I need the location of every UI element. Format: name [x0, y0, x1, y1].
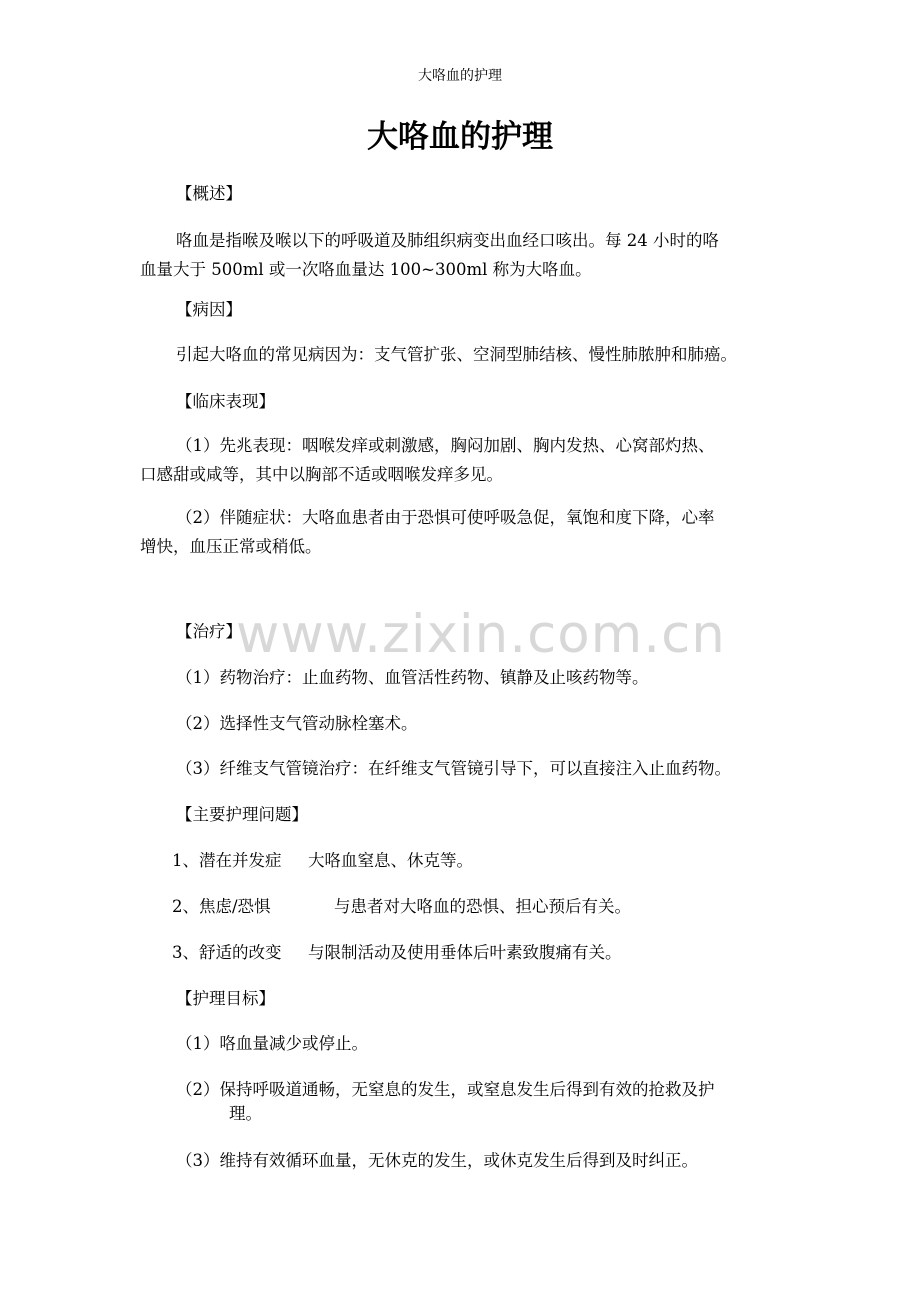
page-title: 大咯血的护理 [367, 119, 553, 155]
section-heading-goals: 【护理目标】 [176, 989, 275, 1008]
clinical-item-1-line-2: 口感甜或咸等，其中以胸部不适或咽喉发痒多见。 [140, 464, 503, 484]
section-heading-clinical: 【临床表现】 [176, 392, 275, 411]
overview-line-2: 血量大于 500ml 或一次咯血量达 100~300ml 称为大咯血。 [140, 259, 592, 279]
problem-item-3-label: 3、舒适的改变 [172, 943, 282, 962]
running-header: 大咯血的护理 [418, 68, 502, 84]
section-heading-problems: 【主要护理问题】 [176, 805, 308, 824]
clinical-item-1 [140, 432, 782, 489]
treatment-item-3: （3）纤维支气管镜治疗：在纤维支气管镜引导下，可以直接注入止血药物。 [176, 759, 731, 778]
section-heading-overview: 【概述】 [176, 184, 242, 203]
treatment-item-1: （1）药物治疗：止血药物、血管活性药物、镇静及止咳药物等。 [176, 668, 649, 687]
clinical-item-2-line-2: 增快，血压正常或稍低。 [140, 536, 322, 556]
problem-item-1-label: 1、潜在并发症 [172, 851, 282, 870]
problem-item-1-desc: 大咯血窒息、休克等。 [308, 851, 473, 870]
goal-item-2-line-1: （2）保持呼吸道通畅，无窒息的发生，或窒息发生后得到有效的抢救及护 [176, 1080, 715, 1099]
clinical-item-2 [140, 504, 782, 561]
goal-item-3: （3）维持有效循环血量，无休克的发生，或休克发生后得到及时纠正。 [176, 1151, 698, 1170]
section-heading-treatment: 【治疗】 [176, 622, 242, 641]
watermark: www.zixin.com.cn [236, 604, 726, 665]
goal-item-2-line-2: 理。 [229, 1104, 262, 1123]
problem-item-3-desc: 与限制活动及使用垂体后叶素致腹痛有关。 [308, 943, 622, 962]
clinical-item-1-line-1: （1）先兆表现：咽喉发痒或刺激感，胸闷加剧、胸内发热、心窝部灼热、 [176, 436, 715, 455]
problem-item-2-label: 2、焦虑/恐惧 [172, 897, 271, 916]
section-heading-cause: 【病因】 [176, 300, 242, 319]
clinical-item-2-line-1: （2）伴随症状：大咯血患者由于恐惧可使呼吸急促，氧饱和度下降，心率 [176, 508, 715, 527]
goal-item-1: （1）咯血量减少或停止。 [176, 1034, 368, 1053]
overview-line-1: 咯血是指喉及喉以下的呼吸道及肺组织病变出血经口咳出。每 24 小时的咯 [176, 231, 719, 250]
overview-paragraph [140, 227, 782, 284]
problem-item-2-desc: 与患者对大咯血的恐惧、担心预后有关。 [334, 897, 631, 916]
treatment-item-2: （2）选择性支气管动脉栓塞术。 [176, 714, 418, 733]
cause-paragraph: 引起大咯血的常见病因为：支气管扩张、空洞型肺结核、慢性肺脓肿和肺癌。 [176, 345, 737, 364]
